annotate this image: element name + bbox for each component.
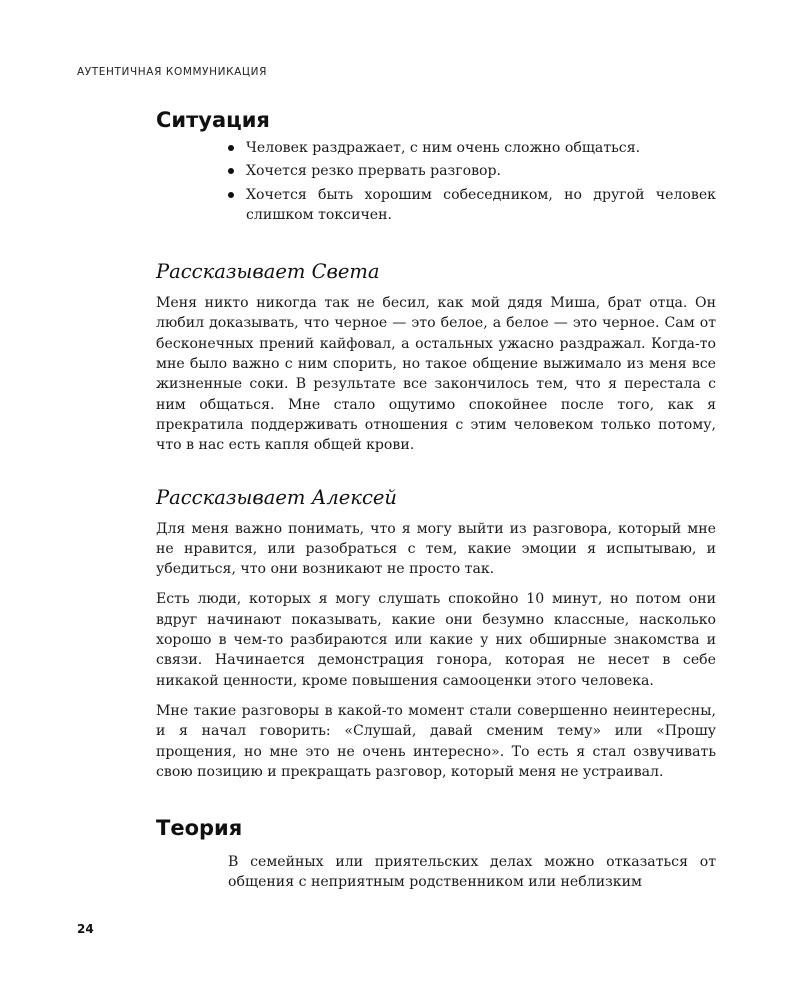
bullet-dot-icon bbox=[228, 145, 234, 151]
aleksey-story-paragraph: Мне такие разговоры в какой-то момент стали совершенно неинтересны, и я начал говорить: «Слушай, давай сменим тему» или «Прошу прощения, но мне это не очень интересно». То есть я стал озвучивать свою позицию и прекращать разговор, который меня не устраивал. bbox=[156, 702, 716, 780]
situation-bullet-text: Хочется быть хорошим собеседником, но другой человек слишком токсичен. bbox=[246, 186, 716, 223]
sveta-story-paragraph: Меня никто никогда так не бесил, как мой дядя Миша, брат отца. Он любил доказывать, что черное — это белое, а белое — это черное. Сам от бесконечных прений кайфовал, а остальных ужасно раздражал. Когда-то мне было важно с ним спорить, но такое общение выжимало из меня все жизненные соки. В результате все закончилось тем, что я перестала с ним общаться. Мне стало ощутимо спокойнее после того, как я прекратила поддерживать отношения с этим человеком только потому, что в нас есть капля общей крови. bbox=[156, 295, 716, 454]
bullet-dot-icon bbox=[228, 168, 234, 174]
situation-bullet bbox=[228, 138, 716, 158]
page-content bbox=[156, 108, 716, 893]
situation-bullet bbox=[228, 161, 716, 181]
aleksey-story-paragraph: Есть люди, которых я могу слушать спокойно 10 минут, но потом они вдруг начинают показывать, какие они безумно классные, насколько хорошо в чем-то разбираются или какие у них обширные знакомства и связи. Начинается демонстрация гонора, которая не несет в себе никакой ценности, кроме повышения самооценки этого человека. bbox=[156, 591, 716, 689]
situation-heading: Ситуация bbox=[156, 108, 270, 132]
aleksey-story-paragraph: Для меня важно понимать, что я могу выйти из разговора, который мне не нравится, или разобраться с тем, какие эмоции я испытываю, и убедиться, что они возникают не просто так. bbox=[156, 520, 716, 578]
bullet-dot-icon bbox=[228, 192, 234, 198]
theory-heading: Теория bbox=[156, 816, 243, 841]
situation-bullet bbox=[228, 185, 716, 226]
situation-bullet-list bbox=[156, 138, 716, 225]
aleksey-story-heading: Рассказывает Алексей bbox=[156, 485, 397, 509]
theory-paragraph: В семейных или приятельских делах можно отказаться от общения с неприятным родственником или неблизким bbox=[228, 854, 716, 891]
page-number: 24 bbox=[77, 922, 94, 936]
sveta-story-heading: Рассказывает Света bbox=[156, 260, 380, 284]
running-head: АУТЕНТИЧНАЯ КОММУНИКАЦИЯ bbox=[77, 66, 268, 78]
situation-bullet-text: Хочется резко прервать разговор. bbox=[246, 163, 502, 180]
situation-bullet-text: Человек раздражает, с ним очень сложно общаться. bbox=[246, 140, 641, 156]
